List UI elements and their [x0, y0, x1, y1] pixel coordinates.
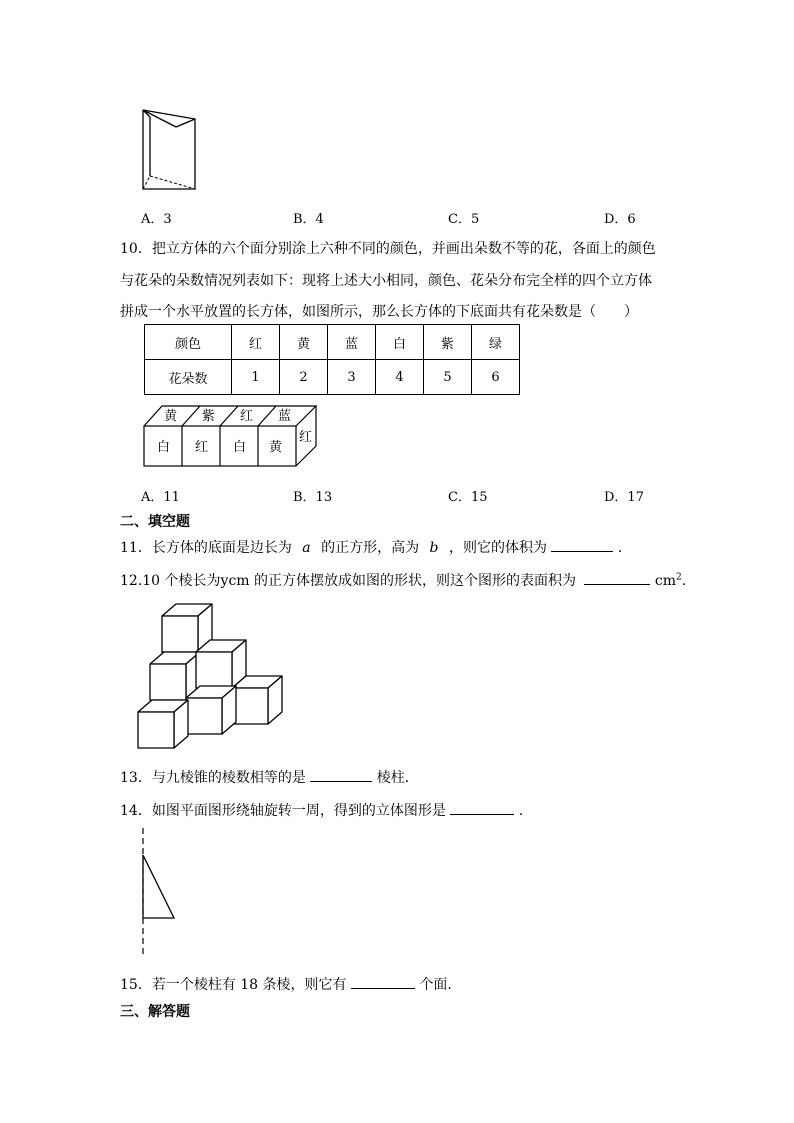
- table-cell: 颜色: [145, 325, 232, 360]
- q10-option-d: D．17: [604, 490, 644, 505]
- q10-line-1: 10．把立方体的六个面分别涂上六种不同的颜色，并画出朵数不等的花，各面上的颜色: [120, 241, 656, 257]
- question-13: [120, 767, 419, 787]
- front-face-label-2: 红: [195, 440, 209, 455]
- answer-blank[interactable]: [584, 570, 650, 585]
- table-cell: 绿: [472, 325, 520, 360]
- top-face-label-1: 黄: [164, 409, 178, 424]
- question-15: [120, 974, 452, 994]
- q10-line-2: 与花朵的朵数情况列表如下：现将上述大小相同，颜色、花朵分布完全样的四个立方体: [120, 273, 652, 289]
- table-cell: 5: [424, 360, 472, 395]
- q14-end: .: [518, 803, 524, 819]
- q12-text: 12.10 个棱长为ycm 的正方体摆放成如图的形状，则这个图形的表面积为: [120, 573, 577, 589]
- question-11: [120, 537, 622, 557]
- table-cell: 4: [376, 360, 424, 395]
- q10-option-c: C．15: [448, 490, 488, 505]
- table-cell: 蓝: [328, 325, 376, 360]
- answer-blank[interactable]: [310, 767, 372, 782]
- answer-blank[interactable]: [450, 800, 514, 815]
- table-cell: 黄: [280, 325, 328, 360]
- triangular-prism-figure: [138, 105, 208, 200]
- answer-blank[interactable]: [351, 974, 415, 989]
- q12-unit: cm: [654, 573, 677, 589]
- q9-option-d: D．6: [604, 212, 636, 227]
- q12-end: .: [681, 573, 687, 589]
- front-face-label-3: 白: [233, 440, 247, 455]
- answer-blank[interactable]: [551, 537, 613, 552]
- q15-text-b: 个面.: [419, 977, 452, 993]
- question-12: [120, 570, 686, 590]
- q9-option-c: C．5: [448, 212, 480, 227]
- table-cell: 红: [232, 325, 280, 360]
- triangle-rotation-figure: [136, 828, 181, 958]
- top-face-label-3: 红: [240, 409, 254, 424]
- top-face-label-4: 蓝: [278, 409, 292, 424]
- table-cell: 紫: [424, 325, 472, 360]
- top-face-label-2: 紫: [202, 409, 216, 424]
- q11-text-b: 的正方形，高为: [321, 540, 420, 556]
- q13-text-a: 13．与九棱锥的棱数相等的是: [120, 770, 306, 786]
- front-face-label-4: 黄: [269, 440, 283, 455]
- stacked-cubes-figure: [136, 602, 286, 750]
- table-cell: 2: [280, 360, 328, 395]
- table-row: [145, 325, 520, 360]
- q12-unit-exponent: 2: [676, 572, 682, 583]
- q10-option-b: B．13: [293, 490, 333, 505]
- q11-var-b: b: [429, 540, 439, 556]
- q14-text: 14．如图平面图形绕轴旋转一周，得到的立体图形是: [120, 803, 446, 819]
- table-row: [145, 360, 520, 395]
- q9-option-b: B．4: [293, 212, 324, 227]
- table-cell: 6: [472, 360, 520, 395]
- table-cell: 1: [232, 360, 280, 395]
- cuboid-of-four-cubes-figure: [142, 404, 322, 468]
- question-14: [120, 800, 523, 820]
- color-flower-table: [144, 324, 520, 395]
- section-heading-fill-in: 二、填空题: [120, 514, 190, 530]
- q13-text-b: 棱柱．: [376, 770, 419, 786]
- front-face-label-1: 白: [157, 440, 171, 455]
- q11-text-c: ，则它的体积为: [448, 540, 547, 556]
- table-cell: 花朵数: [145, 360, 232, 395]
- q11-text-a: 11．长方体的底面是边长为: [120, 540, 292, 556]
- q11-end: .: [617, 540, 623, 556]
- section-heading-solutions: 三、解答题: [120, 1004, 190, 1020]
- table-cell: 3: [328, 360, 376, 395]
- q10-option-a: A．11: [141, 490, 180, 505]
- q15-text-a: 15．若一个棱柱有 18 条棱，则它有: [120, 977, 347, 993]
- q10-line-3: 拼成一个水平放置的长方体，如图所示，那么长方体的下底面共有花朵数是（ ）: [120, 304, 638, 320]
- table-cell: 白: [376, 325, 424, 360]
- q11-var-a: a: [302, 540, 311, 556]
- q9-option-a: A．3: [141, 212, 172, 227]
- side-face-label: 红: [299, 430, 313, 445]
